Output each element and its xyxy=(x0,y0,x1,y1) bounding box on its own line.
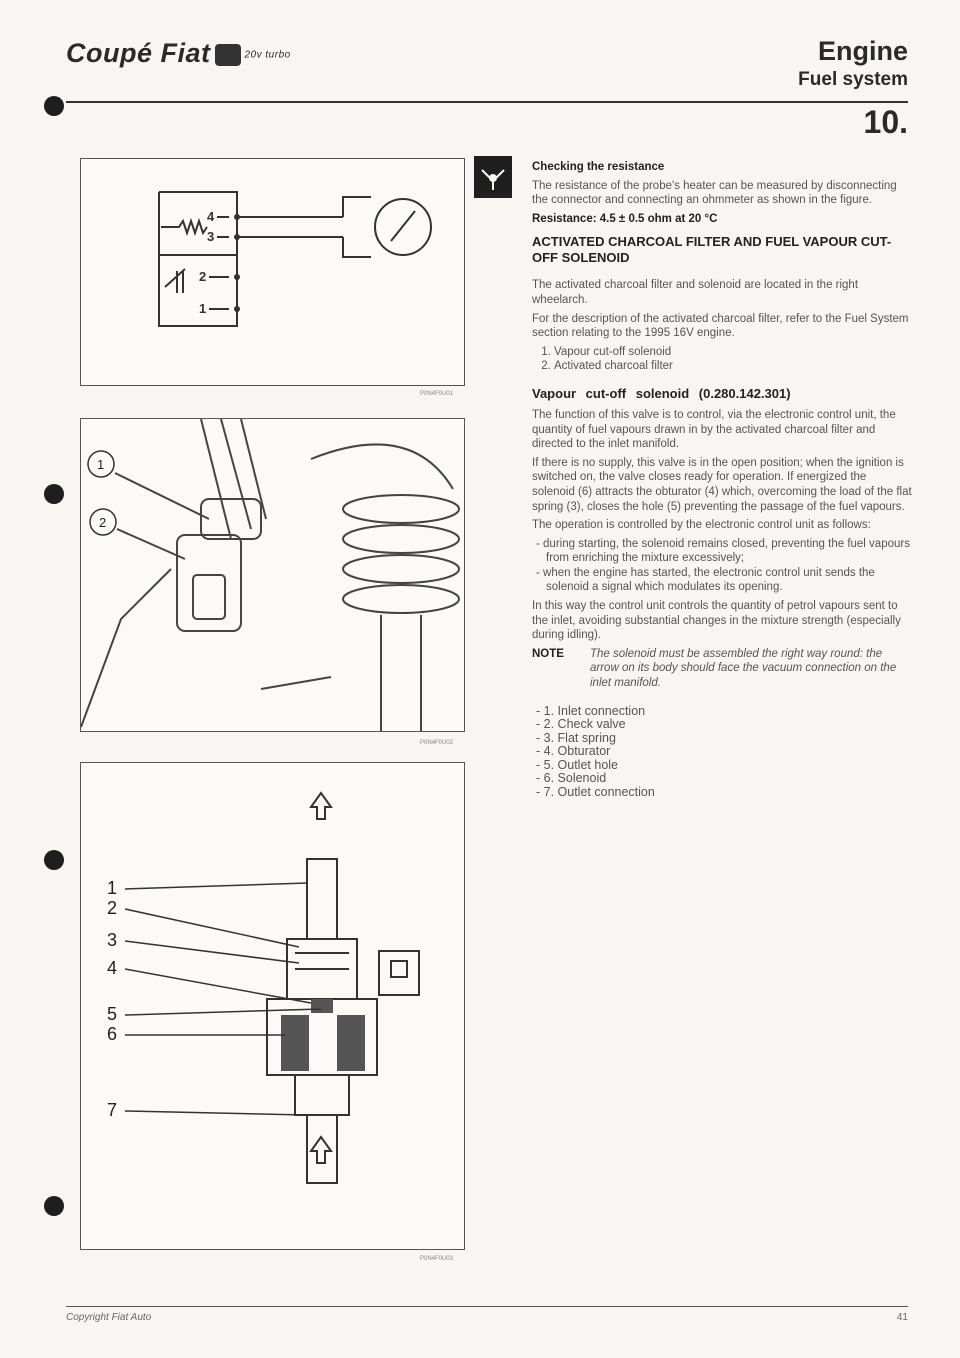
paragraph: The activated charcoal filter and solenoid are located in the right wheelarch. xyxy=(532,279,859,306)
heading-charcoal-filter: ACTIVATED CHARCOAL FILTER AND FUEL VAPOUR CUT-OFF SOLENOID xyxy=(532,234,892,266)
footer-copyright: Copyright Fiat Auto xyxy=(66,1312,152,1323)
hose-lines xyxy=(201,419,266,539)
callout-leader xyxy=(115,473,209,519)
heater-resistor-icon xyxy=(161,221,207,233)
brand-logo xyxy=(66,38,291,69)
spring-coil xyxy=(343,555,459,583)
list-item: - when the engine has started, the electronic control unit sends the solenoid a signal which modulates its opening. xyxy=(546,566,912,595)
paragraph: The function of this valve is to control, via the electronic control unit, the quantity of fuel vapours drawn in by the activated charcoal filter and directed to the inlet manifold. xyxy=(532,408,896,451)
spring-coil xyxy=(343,495,459,523)
body-panel-outline xyxy=(81,569,171,727)
paragraph: In this way the control unit controls the quantity of petrol vapours sent to the inlet, avoiding substantial changes in the mixture strength (especially during idling). xyxy=(532,600,901,642)
legend-item: - 4. Obturator xyxy=(546,745,912,759)
schematic-diagram xyxy=(81,159,464,385)
pin-dot xyxy=(234,306,240,312)
brand-name: Coupé Fiat xyxy=(66,38,211,68)
brand-badge-icon xyxy=(215,44,241,66)
callout-leader xyxy=(125,1111,307,1115)
note-block xyxy=(532,647,912,691)
component-list xyxy=(542,345,912,374)
footer-rule xyxy=(66,1306,908,1307)
callout-label: 2 xyxy=(99,515,107,530)
solenoid-base xyxy=(295,1075,349,1115)
paragraph: For the description of the activated charcoal filter, refer to the Fuel System section relating to the 1995 16V engine. xyxy=(532,312,909,340)
legend-item: - 7. Outlet connection xyxy=(546,786,912,800)
callout-label: 6 xyxy=(107,1024,118,1044)
brand-model: 20v turbo xyxy=(244,49,291,61)
wire-to-meter-bottom xyxy=(343,237,371,257)
legend-item: - 3. Flat spring xyxy=(546,732,912,746)
probe-node xyxy=(490,175,496,181)
text-column xyxy=(532,160,912,803)
arrow-up-icon xyxy=(311,793,331,819)
pin-dot xyxy=(234,234,240,240)
legend-item: - 1. Inlet connection xyxy=(546,705,912,719)
binder-hole-icon xyxy=(44,1196,64,1216)
pin-dot xyxy=(234,274,240,280)
note-label: NOTE xyxy=(532,647,564,660)
sensor-body-outline xyxy=(159,192,237,326)
header-rule xyxy=(66,101,908,103)
solenoid-connector xyxy=(193,575,225,619)
list-item: 2. Activated charcoal filter xyxy=(554,359,912,374)
paragraph: The operation is controlled by the electronic control unit as follows: xyxy=(532,519,871,532)
figure-location-drawing xyxy=(80,418,465,732)
heading-checking-resistance: Checking the resistance xyxy=(532,161,665,173)
shock-absorber xyxy=(381,615,421,731)
binder-hole-icon xyxy=(44,96,64,116)
ohmmeter-needle xyxy=(391,211,415,241)
operation-list xyxy=(532,537,912,595)
section-number: 10. xyxy=(863,104,908,140)
callout-label: 3 xyxy=(107,930,118,950)
figure-code: P0N4F0U03 xyxy=(420,1256,454,1262)
coil-winding xyxy=(281,1015,309,1071)
solenoid-body xyxy=(177,535,241,631)
callout-leader xyxy=(125,941,299,963)
figure-legend xyxy=(532,705,912,800)
callout-leader xyxy=(117,529,185,559)
flat-spring xyxy=(295,953,349,969)
tester-tool-icon xyxy=(474,156,512,198)
filter-bracket xyxy=(201,499,261,539)
callout-leader xyxy=(125,969,311,1003)
legend-item: - 5. Outlet hole xyxy=(546,759,912,773)
page-number: 41 xyxy=(896,1312,908,1323)
pin-label: 1 xyxy=(199,301,207,316)
binder-hole-icon xyxy=(44,850,64,870)
callout-label: 2 xyxy=(107,898,118,918)
callout-label: 7 xyxy=(107,1100,118,1120)
leader-line xyxy=(261,677,331,689)
callout-leader xyxy=(125,909,299,947)
arrow-up-icon xyxy=(311,1137,331,1163)
paragraph: If there is no supply, this valve is in the open position; when the ignition is switched on, the valve closes ready for operation. If energized the solenoid (6) attracts the obturator (4) which, overcoming the load of the flat spring (3), closes the hole (5) preventing the passage of the fuel vapours. xyxy=(532,456,912,513)
section-header xyxy=(798,36,908,91)
legend-item: - 2. Check valve xyxy=(546,718,912,732)
callout-leader xyxy=(125,883,307,889)
heading-vapour-solenoid: Vapour cut-off solenoid (0.280.142.301) xyxy=(532,385,791,401)
pin-dot xyxy=(234,214,240,220)
figure-code: P0N4F0U01 xyxy=(420,391,454,397)
coil-winding xyxy=(337,1015,365,1071)
figure-code: P0N4F0U02 xyxy=(420,740,454,746)
wire-to-meter-top xyxy=(343,197,371,217)
spring-coil xyxy=(343,525,459,553)
callout-label: 4 xyxy=(107,958,118,978)
callout-label: 1 xyxy=(107,878,118,898)
connector-pin-icon xyxy=(391,961,407,977)
pin-label: 4 xyxy=(207,209,215,224)
connector-housing xyxy=(379,951,419,995)
obturator xyxy=(311,999,333,1013)
spring-coil xyxy=(343,585,459,613)
binder-hole-icon xyxy=(44,484,64,504)
paragraph: The resistance of the probe's heater can be measured by disconnecting the connector and connecting an ohmmeter as shown in the figure. xyxy=(532,179,897,207)
figure-cutaway xyxy=(80,762,465,1250)
figure-schematic xyxy=(80,158,465,386)
resistance-spec: Resistance: 4.5 ± 0.5 ohm at 20 °C xyxy=(532,212,718,225)
list-item: 1. Vapour cut-off solenoid xyxy=(554,345,912,360)
section-title: Engine xyxy=(817,36,908,66)
wheelarch-outline xyxy=(311,444,453,489)
wheelarch-illustration xyxy=(81,419,464,731)
inlet-connection xyxy=(307,859,337,939)
callout-leader xyxy=(125,1009,321,1015)
subsection-title: Fuel system xyxy=(798,69,908,90)
note-body: The solenoid must be assembled the right way round: the arrow on its body should face the vacuum connection on the inlet manifold. xyxy=(590,647,897,690)
callout-label: 1 xyxy=(97,457,105,472)
legend-item: - 6. Solenoid xyxy=(546,772,912,786)
pin-label: 2 xyxy=(199,269,207,284)
list-item: - during starting, the solenoid remains closed, preventing the fuel vapours from enriching the mixture excessively; xyxy=(546,537,912,566)
solenoid-cutaway-diagram xyxy=(81,763,464,1249)
callout-label: 5 xyxy=(107,1004,118,1024)
pin-label: 3 xyxy=(207,229,215,244)
